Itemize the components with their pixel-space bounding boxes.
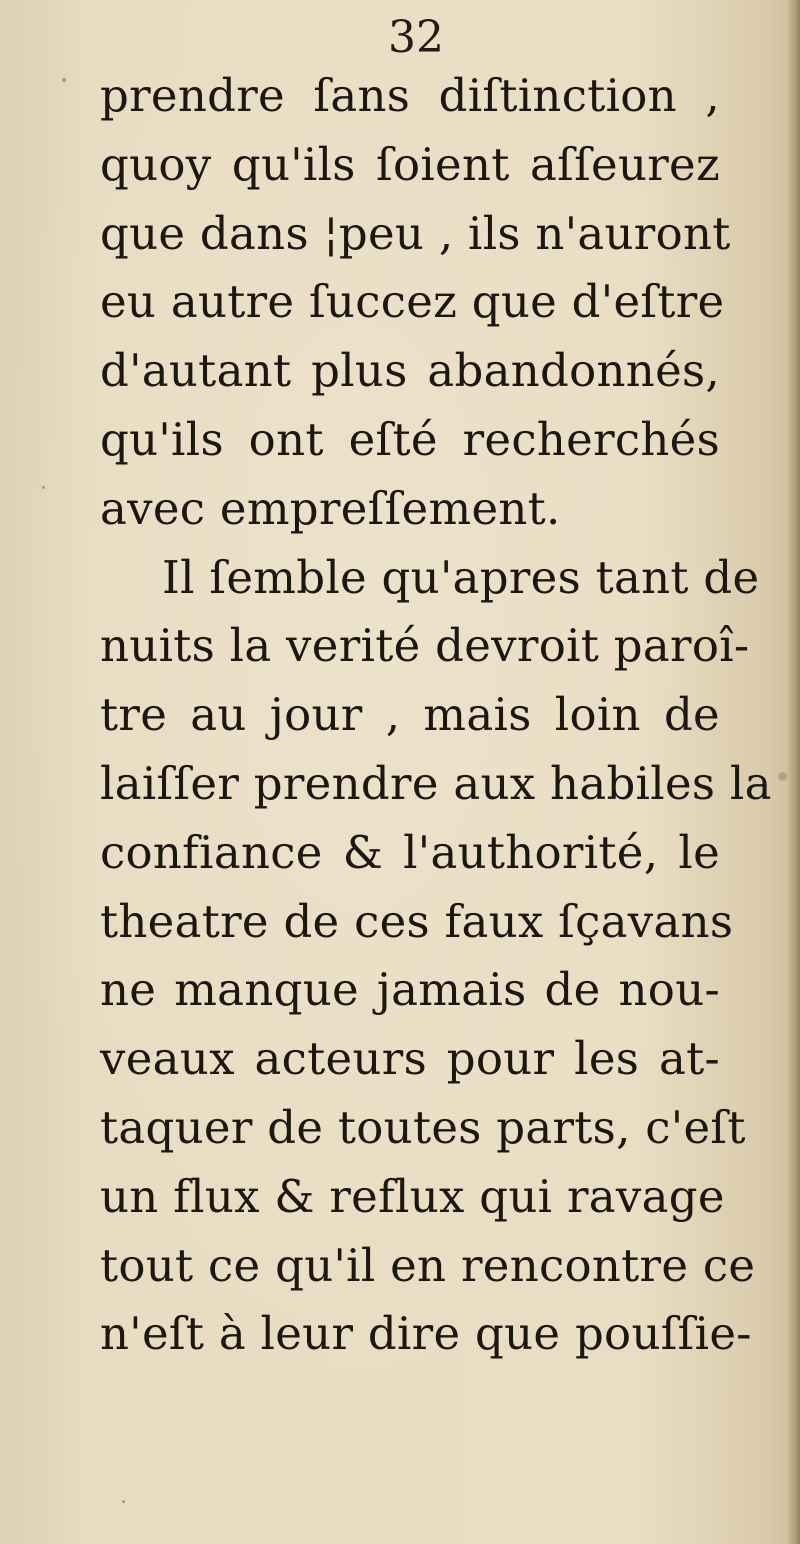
text-line: tout ce qu'il en rencontre ce [100, 1238, 756, 1292]
text-line: nuits la verité devroit paroî- [100, 619, 750, 673]
text-line: ne manque jamais de nou- [100, 963, 720, 1017]
paragraph-start-line: Il ſemble qu'apres tant de [162, 550, 760, 604]
text-line: eu autre ſuccez que d'eſtre [100, 275, 725, 329]
body-text [100, 62, 772, 1369]
text-line: veaux acteurs pour les at- [100, 1032, 720, 1086]
paper-speck [778, 772, 787, 781]
paper-speck [62, 78, 66, 82]
paper-speck [42, 486, 45, 489]
text-line: prendre ſans diſtinction , [100, 69, 720, 122]
page-number: 32 [388, 12, 444, 63]
text-line: confiance & l'authorité, le [100, 825, 720, 879]
paragraph-end-line: avec empreſſement. [100, 481, 561, 535]
text-line: laiſſer prendre aux habiles la [100, 756, 772, 810]
paper-speck [122, 1500, 125, 1503]
text-line: tre au jour , mais loin de [100, 688, 720, 742]
text-line: n'eſt à leur dire que pouſſie- [100, 1307, 752, 1361]
page-gutter-shadow [786, 0, 800, 1544]
text-line: quoy qu'ils ſoient aſſeurez [100, 137, 720, 191]
text-line: d'autant plus abandonnés, [100, 344, 720, 398]
text-line: taquer de toutes parts, c'eſt [100, 1100, 746, 1154]
text-line: theatre de ces faux ſçavans [100, 894, 734, 948]
text-line: un flux & reflux qui ravage [100, 1169, 725, 1223]
text-line: qu'ils ont eſté recherchés [100, 412, 720, 466]
text-line: que dans ¦peu , ils n'auront [100, 206, 731, 260]
